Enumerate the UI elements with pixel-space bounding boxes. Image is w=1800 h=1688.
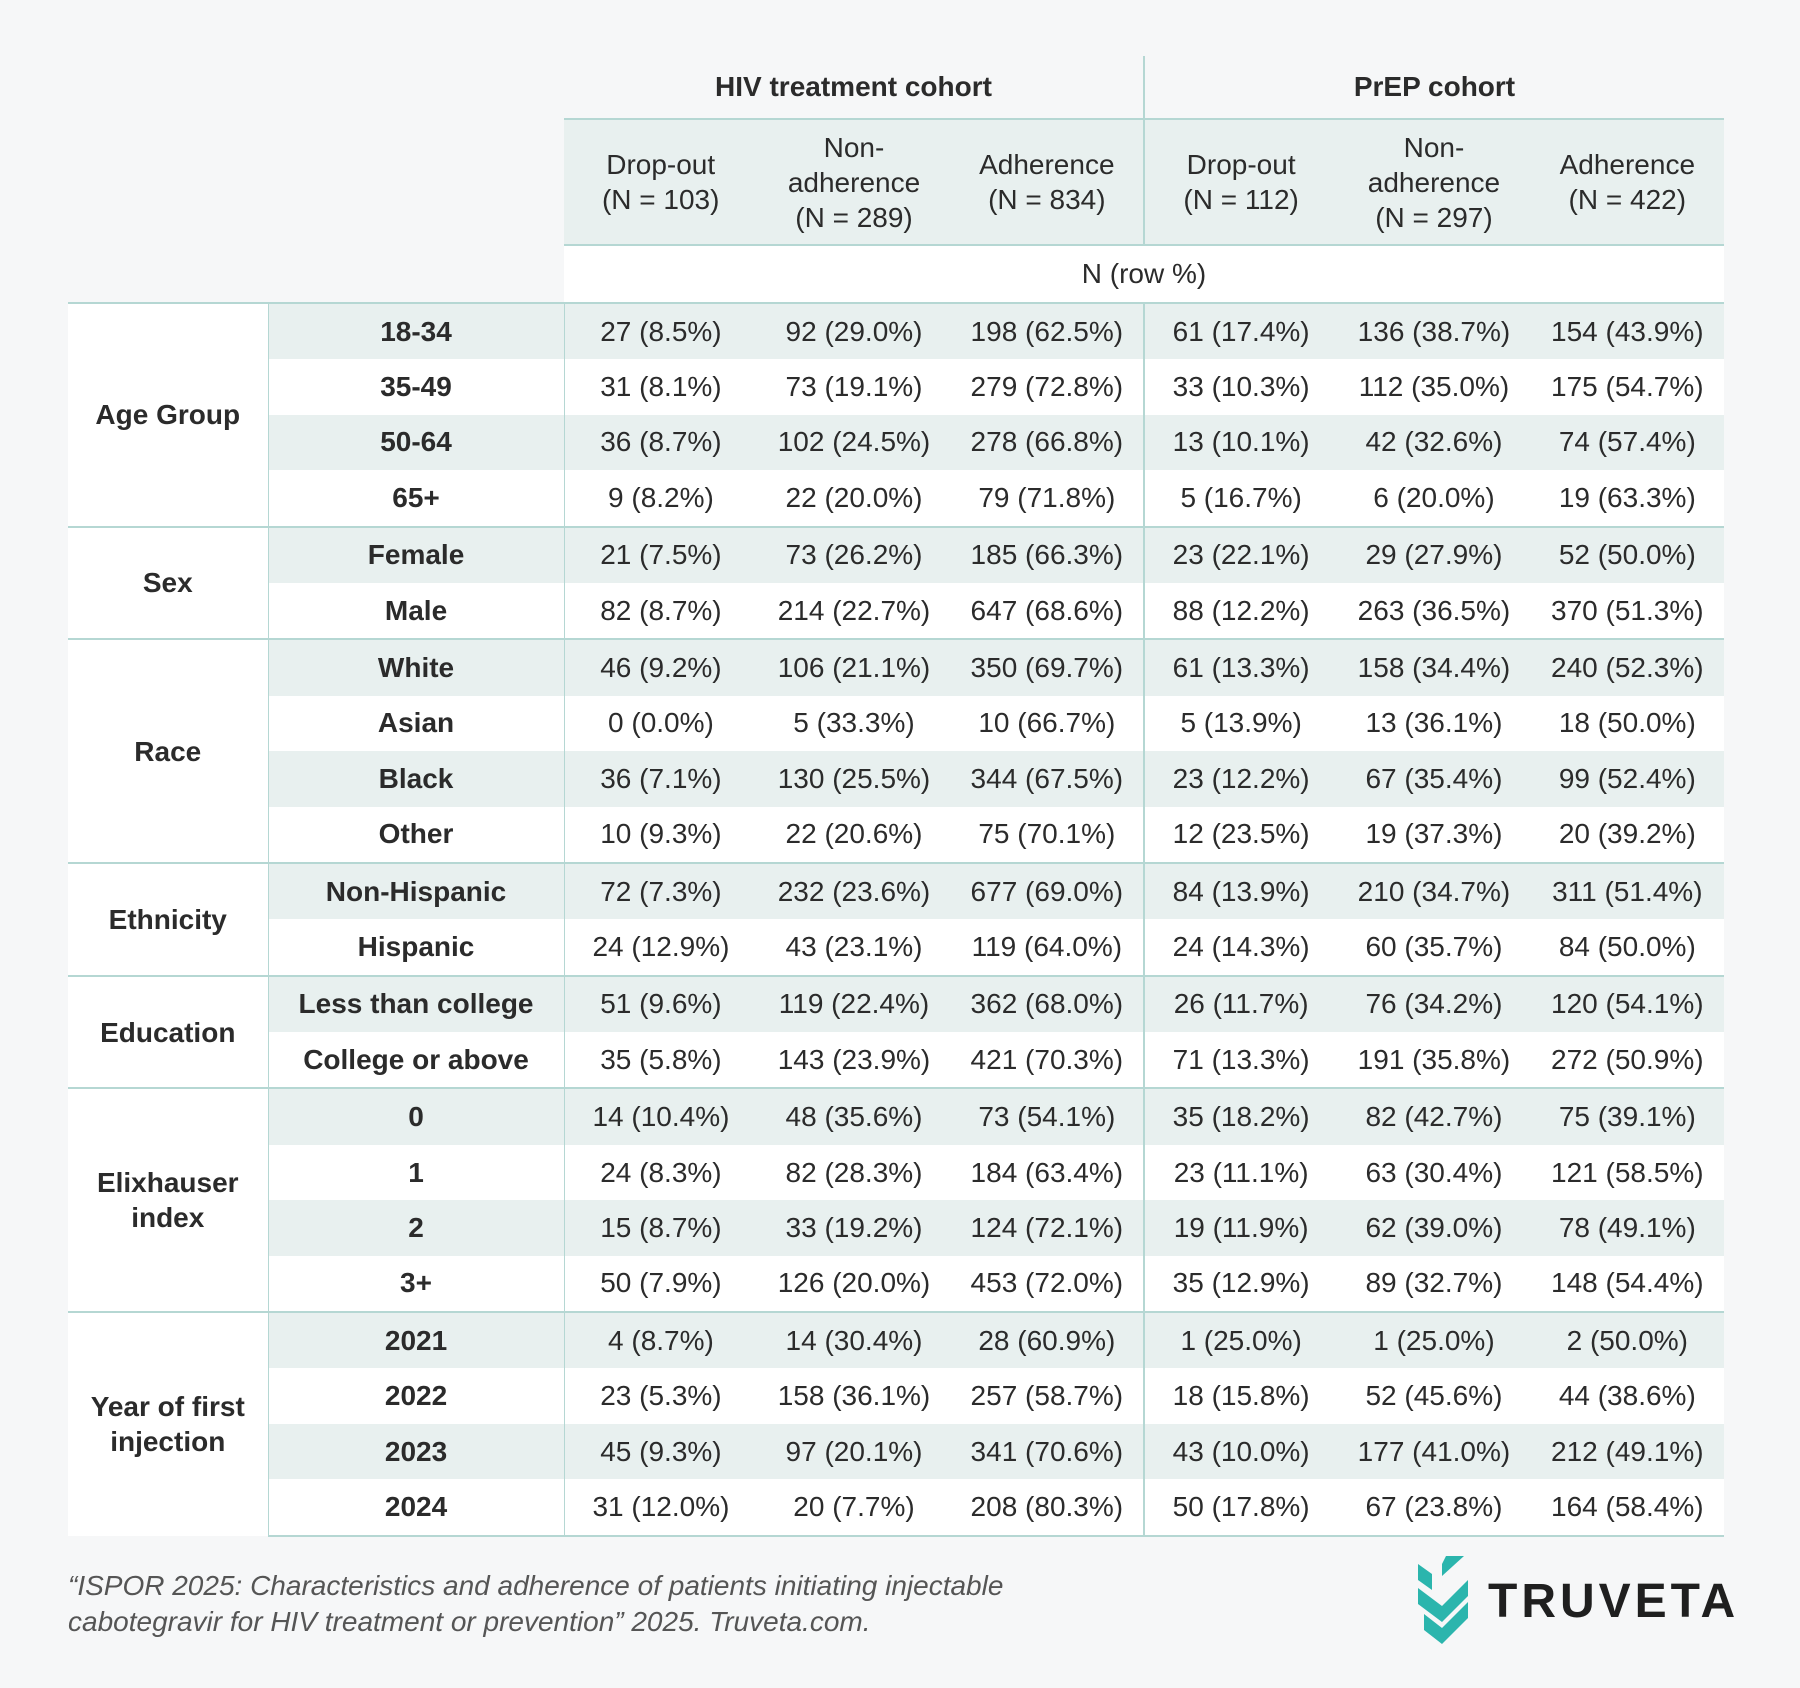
table-cell: 97 (20.1%) — [757, 1424, 950, 1479]
row-label: 2022 — [268, 1368, 564, 1423]
table-row — [68, 359, 1724, 414]
table-cell: 18 (50.0%) — [1531, 696, 1724, 751]
table-cell: 60 (35.7%) — [1337, 919, 1530, 975]
header-blank — [68, 245, 564, 303]
table-cell: 36 (7.1%) — [564, 751, 757, 806]
table-cell: 23 (22.1%) — [1144, 527, 1337, 583]
row-label: College or above — [268, 1032, 564, 1088]
table-row — [68, 415, 1724, 470]
table-cell: 143 (23.9%) — [757, 1032, 950, 1088]
logo-text: TRUVETA — [1488, 1574, 1740, 1628]
column-header — [951, 119, 1144, 245]
table-cell: 112 (35.0%) — [1337, 359, 1530, 414]
table-row — [68, 1479, 1724, 1535]
table-cell: 15 (8.7%) — [564, 1200, 757, 1255]
row-label: 2023 — [268, 1424, 564, 1479]
table-cell: 350 (69.7%) — [951, 639, 1144, 695]
column-name: Drop-out — [1186, 149, 1296, 180]
category-label — [68, 1312, 268, 1536]
row-label: Black — [268, 751, 564, 806]
table-row — [68, 1256, 1724, 1312]
table-row — [68, 639, 1724, 695]
table-cell: 158 (36.1%) — [757, 1368, 950, 1423]
table-row — [68, 863, 1724, 919]
table-row — [68, 1032, 1724, 1088]
table-cell: 214 (22.7%) — [757, 583, 950, 639]
table-cell: 14 (30.4%) — [757, 1312, 950, 1368]
row-label: Hispanic — [268, 919, 564, 975]
table-cell: 29 (27.9%) — [1337, 527, 1530, 583]
table-cell: 52 (50.0%) — [1531, 527, 1724, 583]
category-label — [68, 527, 268, 640]
row-label: Less than college — [268, 976, 564, 1032]
table-cell: 278 (66.8%) — [951, 415, 1144, 470]
column-name: Adherence — [1559, 149, 1696, 180]
table-row — [68, 696, 1724, 751]
table-row — [68, 1145, 1724, 1200]
category-line: index — [131, 1202, 205, 1234]
column-header — [1337, 119, 1530, 245]
table-cell: 263 (36.5%) — [1337, 583, 1530, 639]
table-cell: 46 (9.2%) — [564, 639, 757, 695]
table-cell: 67 (35.4%) — [1337, 751, 1530, 806]
table-cell: 175 (54.7%) — [1531, 359, 1724, 414]
row-label: 35-49 — [268, 359, 564, 414]
table-cell: 5 (16.7%) — [1144, 470, 1337, 526]
table-cell: 84 (13.9%) — [1144, 863, 1337, 919]
table-cell: 35 (12.9%) — [1144, 1256, 1337, 1312]
table-row — [68, 976, 1724, 1032]
table-cell: 48 (35.6%) — [757, 1088, 950, 1144]
truveta-logo — [1418, 1556, 1739, 1646]
table-cell: 31 (8.1%) — [564, 359, 757, 414]
table-cell: 212 (49.1%) — [1531, 1424, 1724, 1479]
table-cell: 63 (30.4%) — [1337, 1145, 1530, 1200]
table-cell: 136 (38.7%) — [1337, 303, 1530, 359]
cohort-header-prep: PrEP cohort — [1144, 56, 1724, 119]
row-label: Non-Hispanic — [268, 863, 564, 919]
row-label: Other — [268, 807, 564, 863]
table-row — [68, 919, 1724, 975]
column-name: adherence — [1367, 166, 1501, 198]
table-cell: 23 (12.2%) — [1144, 751, 1337, 806]
table-cell: 75 (39.1%) — [1531, 1088, 1724, 1144]
column-count: (N = 103) — [601, 184, 720, 215]
table-cell: 67 (23.8%) — [1337, 1479, 1530, 1535]
table-cell: 154 (43.9%) — [1531, 303, 1724, 359]
table-cell: 158 (34.4%) — [1337, 639, 1530, 695]
table-cell: 61 (17.4%) — [1144, 303, 1337, 359]
table-cell: 50 (17.8%) — [1144, 1479, 1337, 1535]
category-label — [68, 1088, 268, 1312]
table-cell: 82 (8.7%) — [564, 583, 757, 639]
header-blank — [68, 119, 564, 245]
table-cell: 35 (5.8%) — [564, 1032, 757, 1088]
table-cell: 52 (45.6%) — [1337, 1368, 1530, 1423]
results-table-container — [68, 56, 1724, 1537]
table-cell: 453 (72.0%) — [951, 1256, 1144, 1312]
table-cell: 24 (12.9%) — [564, 919, 757, 975]
table-cell: 20 (7.7%) — [757, 1479, 950, 1535]
table-cell: 4 (8.7%) — [564, 1312, 757, 1368]
table-cell: 23 (5.3%) — [564, 1368, 757, 1423]
category-line: Year of first — [90, 1391, 245, 1423]
table-cell: 23 (11.1%) — [1144, 1145, 1337, 1200]
table-cell: 124 (72.1%) — [951, 1200, 1144, 1255]
table-cell: 51 (9.6%) — [564, 976, 757, 1032]
table-cell: 28 (60.9%) — [951, 1312, 1144, 1368]
table-cell: 76 (34.2%) — [1337, 976, 1530, 1032]
column-header — [1144, 119, 1337, 245]
row-label: 2 — [268, 1200, 564, 1255]
table-cell: 73 (19.1%) — [757, 359, 950, 414]
category-line: Elixhauser — [96, 1167, 239, 1199]
table-cell: 0 (0.0%) — [564, 696, 757, 751]
table-cell: 421 (70.3%) — [951, 1032, 1144, 1088]
truveta-chevron-icon — [1418, 1556, 1468, 1646]
header-blank — [68, 56, 564, 119]
table-cell: 311 (51.4%) — [1531, 863, 1724, 919]
table-cell: 5 (13.9%) — [1144, 696, 1337, 751]
table-cell: 13 (10.1%) — [1144, 415, 1337, 470]
table-cell: 36 (8.7%) — [564, 415, 757, 470]
table-row — [68, 1424, 1724, 1479]
row-label: 0 — [268, 1088, 564, 1144]
table-cell: 82 (28.3%) — [757, 1145, 950, 1200]
row-label: 65+ — [268, 470, 564, 526]
column-name: Non- — [1403, 131, 1465, 163]
table-row — [68, 1088, 1724, 1144]
table-cell: 106 (21.1%) — [757, 639, 950, 695]
column-name: Adherence — [979, 149, 1115, 180]
table-cell: 18 (15.8%) — [1144, 1368, 1337, 1423]
table-cell: 73 (26.2%) — [757, 527, 950, 583]
table-row — [68, 303, 1724, 359]
table-cell: 45 (9.3%) — [564, 1424, 757, 1479]
column-name: adherence — [787, 166, 921, 198]
row-label: Male — [268, 583, 564, 639]
table-cell: 12 (23.5%) — [1144, 807, 1337, 863]
table-cell: 198 (62.5%) — [951, 303, 1144, 359]
row-label: Female — [268, 527, 564, 583]
table-cell: 21 (7.5%) — [564, 527, 757, 583]
table-cell: 232 (23.6%) — [757, 863, 950, 919]
column-count: (N = 289) — [795, 201, 913, 233]
table-cell: 164 (58.4%) — [1531, 1479, 1724, 1535]
table-cell: 84 (50.0%) — [1531, 919, 1724, 975]
table-cell: 71 (13.3%) — [1144, 1032, 1337, 1088]
table-cell: 647 (68.6%) — [951, 583, 1144, 639]
table-cell: 119 (64.0%) — [951, 919, 1144, 975]
column-name: Non- — [823, 131, 885, 163]
table-cell: 5 (33.3%) — [757, 696, 950, 751]
category-label — [68, 976, 268, 1089]
row-label: 2024 — [268, 1479, 564, 1535]
category-line: injection — [110, 1426, 226, 1458]
category-text: Ethnicity — [108, 903, 227, 935]
row-label: 2021 — [268, 1312, 564, 1368]
table-row — [68, 807, 1724, 863]
table-cell: 208 (80.3%) — [951, 1479, 1144, 1535]
category-text: Education — [100, 1016, 236, 1048]
table-cell: 126 (20.0%) — [757, 1256, 950, 1312]
table-cell: 13 (36.1%) — [1337, 696, 1530, 751]
table-cell: 92 (29.0%) — [757, 303, 950, 359]
row-label: 50-64 — [268, 415, 564, 470]
table-cell: 88 (12.2%) — [1144, 583, 1337, 639]
column-header — [564, 119, 757, 245]
table-cell: 120 (54.1%) — [1531, 976, 1724, 1032]
column-count: (N = 422) — [1568, 184, 1687, 215]
table-cell: 43 (23.1%) — [757, 919, 950, 975]
table-cell: 73 (54.1%) — [951, 1088, 1144, 1144]
table-cell: 9 (8.2%) — [564, 470, 757, 526]
unit-label: N (row %) — [564, 245, 1724, 303]
table-cell: 370 (51.3%) — [1531, 583, 1724, 639]
table-row — [68, 583, 1724, 639]
category-text: Race — [134, 735, 202, 767]
table-cell: 99 (52.4%) — [1531, 751, 1724, 806]
table-cell: 22 (20.6%) — [757, 807, 950, 863]
table-cell: 24 (14.3%) — [1144, 919, 1337, 975]
citation — [68, 1568, 1068, 1640]
table-cell: 10 (9.3%) — [564, 807, 757, 863]
table-cell: 43 (10.0%) — [1144, 1424, 1337, 1479]
table-cell: 33 (19.2%) — [757, 1200, 950, 1255]
table-cell: 75 (70.1%) — [951, 807, 1144, 863]
table-cell: 89 (32.7%) — [1337, 1256, 1530, 1312]
column-count: (N = 112) — [1183, 184, 1299, 215]
table-cell: 10 (66.7%) — [951, 696, 1144, 751]
category-text: Sex — [142, 567, 193, 599]
table-cell: 341 (70.6%) — [951, 1424, 1144, 1479]
column-header — [1531, 119, 1724, 245]
table-cell: 74 (57.4%) — [1531, 415, 1724, 470]
table-cell: 1 (25.0%) — [1144, 1312, 1337, 1368]
column-count: (N = 297) — [1375, 201, 1493, 233]
table-cell: 257 (58.7%) — [951, 1368, 1144, 1423]
category-label — [68, 639, 268, 863]
table-row — [68, 1368, 1724, 1423]
table-cell: 35 (18.2%) — [1144, 1088, 1337, 1144]
table-cell: 19 (11.9%) — [1144, 1200, 1337, 1255]
table-cell: 185 (66.3%) — [951, 527, 1144, 583]
cohort-header-hiv: HIV treatment cohort — [564, 56, 1144, 119]
column-count: (N = 834) — [988, 184, 1106, 215]
table-cell: 148 (54.4%) — [1531, 1256, 1724, 1312]
table-cell: 177 (41.0%) — [1337, 1424, 1530, 1479]
table-cell: 72 (7.3%) — [564, 863, 757, 919]
table-cell: 31 (12.0%) — [564, 1479, 757, 1535]
table-row — [68, 1312, 1724, 1368]
category-text: Age Group — [95, 399, 241, 431]
row-label: 1 — [268, 1145, 564, 1200]
table-cell: 130 (25.5%) — [757, 751, 950, 806]
table-cell: 78 (49.1%) — [1531, 1200, 1724, 1255]
category-label — [68, 863, 268, 976]
column-name: Drop-out — [606, 149, 716, 180]
table-cell: 20 (39.2%) — [1531, 807, 1724, 863]
table-cell: 24 (8.3%) — [564, 1145, 757, 1200]
table-cell: 210 (34.7%) — [1337, 863, 1530, 919]
table-cell: 102 (24.5%) — [757, 415, 950, 470]
table-cell: 240 (52.3%) — [1531, 639, 1724, 695]
table-cell: 121 (58.5%) — [1531, 1145, 1724, 1200]
category-label — [68, 303, 268, 527]
table-cell: 1 (25.0%) — [1337, 1312, 1530, 1368]
table-cell: 14 (10.4%) — [564, 1088, 757, 1144]
column-header — [757, 119, 950, 245]
table-cell: 119 (22.4%) — [757, 976, 950, 1032]
table-cell: 362 (68.0%) — [951, 976, 1144, 1032]
table-cell: 184 (63.4%) — [951, 1145, 1144, 1200]
table-cell: 19 (37.3%) — [1337, 807, 1530, 863]
table-cell: 79 (71.8%) — [951, 470, 1144, 526]
table-cell: 61 (13.3%) — [1144, 639, 1337, 695]
table-cell: 2 (50.0%) — [1531, 1312, 1724, 1368]
table-cell: 279 (72.8%) — [951, 359, 1144, 414]
table-cell: 33 (10.3%) — [1144, 359, 1337, 414]
table-cell: 26 (11.7%) — [1144, 976, 1337, 1032]
row-label: 3+ — [268, 1256, 564, 1312]
table-row — [68, 527, 1724, 583]
table-cell: 191 (35.8%) — [1337, 1032, 1530, 1088]
table-row — [68, 470, 1724, 526]
table-cell: 27 (8.5%) — [564, 303, 757, 359]
table-cell: 677 (69.0%) — [951, 863, 1144, 919]
table-cell: 62 (39.0%) — [1337, 1200, 1530, 1255]
table-row — [68, 1200, 1724, 1255]
table-cell: 6 (20.0%) — [1337, 470, 1530, 526]
table-row — [68, 751, 1724, 806]
row-label: White — [268, 639, 564, 695]
row-label: Asian — [268, 696, 564, 751]
citation-line: “ISPOR 2025: Characteristics and adherence of patients initiating injectable — [68, 1570, 1004, 1601]
table-cell: 82 (42.7%) — [1337, 1088, 1530, 1144]
table-cell: 344 (67.5%) — [951, 751, 1144, 806]
citation-line: cabotegravir for HIV treatment or prevention” 2025. Truveta.com. — [68, 1606, 871, 1637]
table-cell: 44 (38.6%) — [1531, 1368, 1724, 1423]
row-label: 18-34 — [268, 303, 564, 359]
table-cell: 272 (50.9%) — [1531, 1032, 1724, 1088]
table-cell: 22 (20.0%) — [757, 470, 950, 526]
table-cell: 50 (7.9%) — [564, 1256, 757, 1312]
table-cell: 19 (63.3%) — [1531, 470, 1724, 526]
results-table — [68, 56, 1724, 1537]
table-cell: 42 (32.6%) — [1337, 415, 1530, 470]
